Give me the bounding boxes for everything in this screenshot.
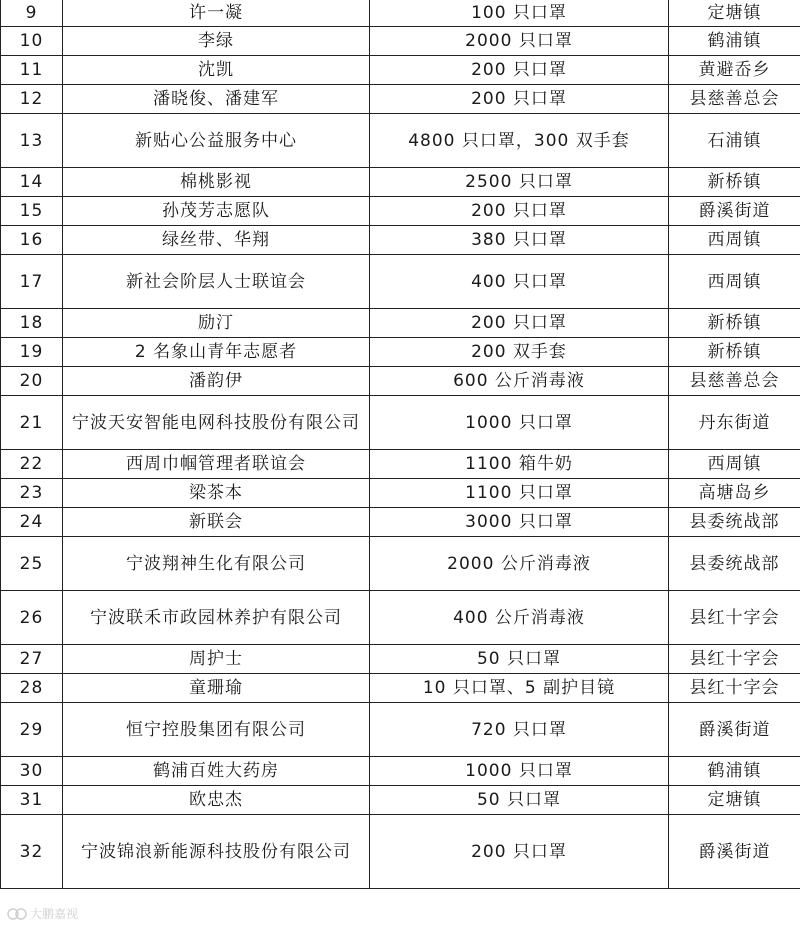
cell-donor: 鹤浦百姓大药房 <box>63 757 370 786</box>
cell-donor: 许一凝 <box>63 0 370 27</box>
cell-donor: 恒宁控股集团有限公司 <box>63 703 370 757</box>
cell-item: 200 只口罩 <box>370 309 669 338</box>
cell-number: 23 <box>1 479 63 508</box>
cell-number: 29 <box>1 703 63 757</box>
cell-recipient: 丹东街道 <box>669 396 800 450</box>
table-row <box>1 591 800 645</box>
cell-recipient: 爵溪街道 <box>669 815 800 889</box>
table-row <box>1 786 800 815</box>
cell-item: 600 公斤消毒液 <box>370 367 669 396</box>
cell-number: 20 <box>1 367 63 396</box>
cell-item: 380 只口罩 <box>370 226 669 255</box>
cell-number: 22 <box>1 450 63 479</box>
cell-number: 12 <box>1 85 63 114</box>
table-row <box>1 114 800 168</box>
cell-recipient: 定塘镇 <box>669 786 800 815</box>
cell-item: 1100 只口罩 <box>370 479 669 508</box>
table-row <box>1 479 800 508</box>
cell-recipient: 石浦镇 <box>669 114 800 168</box>
cell-donor: 潘晓俊、潘建军 <box>63 85 370 114</box>
table-row <box>1 396 800 450</box>
cell-recipient: 县委统战部 <box>669 508 800 537</box>
table-row <box>1 338 800 367</box>
cell-donor: 励汀 <box>63 309 370 338</box>
cell-item: 3000 只口罩 <box>370 508 669 537</box>
cell-item: 1000 只口罩 <box>370 757 669 786</box>
cell-item: 50 只口罩 <box>370 786 669 815</box>
cell-item: 200 只口罩 <box>370 56 669 85</box>
cell-donor: 宁波翔神生化有限公司 <box>63 537 370 591</box>
table-row <box>1 85 800 114</box>
cell-donor: 宁波天安智能电网科技股份有限公司 <box>63 396 370 450</box>
cell-recipient: 鹤浦镇 <box>669 27 800 56</box>
table-row <box>1 757 800 786</box>
table-row <box>1 703 800 757</box>
cell-recipient: 西周镇 <box>669 450 800 479</box>
cell-recipient: 县红十字会 <box>669 674 800 703</box>
table-row <box>1 508 800 537</box>
cell-recipient: 西周镇 <box>669 226 800 255</box>
cell-donor: 新联会 <box>63 508 370 537</box>
cell-item: 50 只口罩 <box>370 645 669 674</box>
cell-item: 1100 箱牛奶 <box>370 450 669 479</box>
cell-donor: 宁波联禾市政园林养护有限公司 <box>63 591 370 645</box>
cell-donor: 童珊瑜 <box>63 674 370 703</box>
watermark <box>6 905 78 922</box>
table-row <box>1 226 800 255</box>
table-row <box>1 309 800 338</box>
donation-table-body <box>1 0 800 889</box>
cell-item: 200 只口罩 <box>370 815 669 889</box>
table-row <box>1 367 800 396</box>
cell-recipient: 新桥镇 <box>669 309 800 338</box>
cell-item: 2500 只口罩 <box>370 168 669 197</box>
cell-donor: 棉桃影视 <box>63 168 370 197</box>
cell-number: 14 <box>1 168 63 197</box>
table-row <box>1 27 800 56</box>
cell-number: 18 <box>1 309 63 338</box>
cell-number: 15 <box>1 197 63 226</box>
cell-number: 24 <box>1 508 63 537</box>
cell-recipient: 鹤浦镇 <box>669 757 800 786</box>
cell-donor: 李绿 <box>63 27 370 56</box>
cell-item: 10 只口罩、5 副护目镜 <box>370 674 669 703</box>
table-row <box>1 168 800 197</box>
watermark-logo-icon <box>6 906 28 922</box>
cell-number: 25 <box>1 537 63 591</box>
cell-recipient: 县红十字会 <box>669 645 800 674</box>
cell-item: 200 只口罩 <box>370 197 669 226</box>
cell-item: 2000 只口罩 <box>370 27 669 56</box>
cell-recipient: 西周镇 <box>669 255 800 309</box>
cell-number: 27 <box>1 645 63 674</box>
cell-recipient: 新桥镇 <box>669 168 800 197</box>
cell-number: 32 <box>1 815 63 889</box>
cell-number: 16 <box>1 226 63 255</box>
table-row <box>1 815 800 889</box>
cell-item: 1000 只口罩 <box>370 396 669 450</box>
cell-item: 2000 公斤消毒液 <box>370 537 669 591</box>
cell-item: 200 只口罩 <box>370 85 669 114</box>
cell-number: 30 <box>1 757 63 786</box>
cell-recipient: 黄避岙乡 <box>669 56 800 85</box>
cell-item: 400 公斤消毒液 <box>370 591 669 645</box>
cell-donor: 绿丝带、华翔 <box>63 226 370 255</box>
table-row <box>1 255 800 309</box>
cell-recipient: 爵溪街道 <box>669 197 800 226</box>
cell-donor: 2 名象山青年志愿者 <box>63 338 370 367</box>
cell-item: 200 双手套 <box>370 338 669 367</box>
table-row <box>1 645 800 674</box>
table-row <box>1 674 800 703</box>
cell-donor: 潘韵伊 <box>63 367 370 396</box>
cell-recipient: 定塘镇 <box>669 0 800 27</box>
cell-number: 31 <box>1 786 63 815</box>
table-row <box>1 537 800 591</box>
table-row <box>1 56 800 85</box>
cell-number: 11 <box>1 56 63 85</box>
table-row <box>1 450 800 479</box>
cell-donor: 孙茂芳志愿队 <box>63 197 370 226</box>
cell-number: 9 <box>1 0 63 27</box>
cell-donor: 宁波锦浪新能源科技股份有限公司 <box>63 815 370 889</box>
cell-recipient: 县慈善总会 <box>669 367 800 396</box>
cell-number: 13 <box>1 114 63 168</box>
cell-donor: 新社会阶层人士联谊会 <box>63 255 370 309</box>
cell-recipient: 新桥镇 <box>669 338 800 367</box>
table-row <box>1 197 800 226</box>
cell-number: 21 <box>1 396 63 450</box>
cell-donor: 周护士 <box>63 645 370 674</box>
cell-number: 10 <box>1 27 63 56</box>
cell-number: 28 <box>1 674 63 703</box>
cell-donor: 西周巾帼管理者联谊会 <box>63 450 370 479</box>
cell-item: 400 只口罩 <box>370 255 669 309</box>
cell-number: 17 <box>1 255 63 309</box>
cell-donor: 欧忠杰 <box>63 786 370 815</box>
cell-recipient: 高塘岛乡 <box>669 479 800 508</box>
cell-donor: 梁茶本 <box>63 479 370 508</box>
cell-donor: 新贴心公益服务中心 <box>63 114 370 168</box>
cell-number: 19 <box>1 338 63 367</box>
cell-recipient: 县慈善总会 <box>669 85 800 114</box>
cell-item: 100 只口罩 <box>370 0 669 27</box>
table-row <box>1 0 800 27</box>
watermark-text: 大鹏嘉视 <box>30 907 79 921</box>
cell-recipient: 县红十字会 <box>669 591 800 645</box>
cell-donor: 沈凯 <box>63 56 370 85</box>
cell-item: 720 只口罩 <box>370 703 669 757</box>
cell-recipient: 县委统战部 <box>669 537 800 591</box>
cell-item: 4800 只口罩，300 双手套 <box>370 114 669 168</box>
cell-recipient: 爵溪街道 <box>669 703 800 757</box>
cell-number: 26 <box>1 591 63 645</box>
